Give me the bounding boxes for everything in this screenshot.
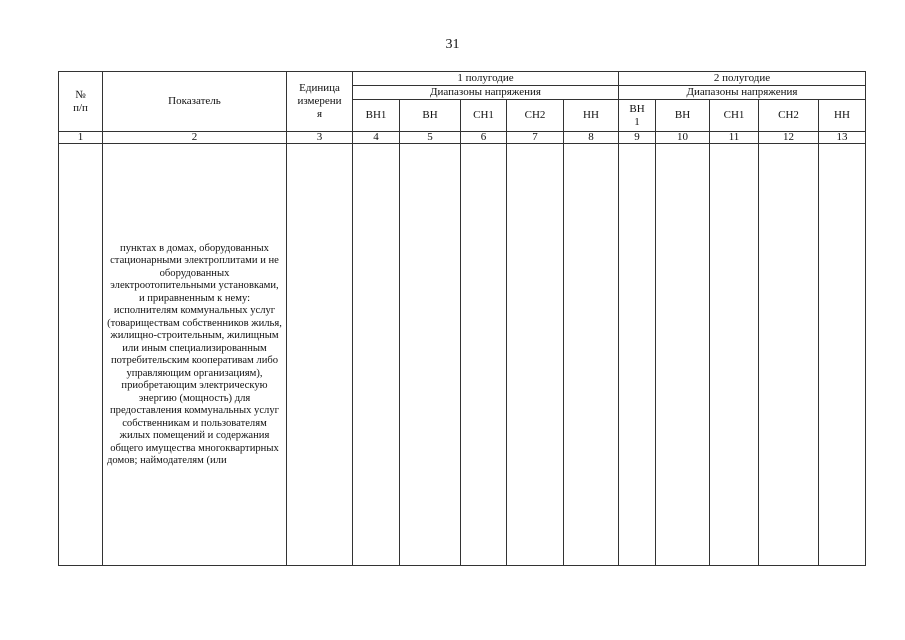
value-cell [819,144,866,566]
col-number: 3 [287,132,353,144]
header-voltage-1-vn1: ВН1 [353,100,400,132]
col-number: 2 [103,132,287,144]
col-number: 12 [759,132,819,144]
col-number: 5 [400,132,461,144]
header-col-unit: Единица измерени я [287,72,353,132]
header-voltage-1-sn1: СН1 [461,100,507,132]
header-voltage-2-vn1: ВН 1 [619,100,656,132]
col-number: 6 [461,132,507,144]
page-number: 31 [445,37,460,52]
row-num-cell [59,144,103,566]
header-col-indicator: Показатель [103,72,287,132]
value-cell [353,144,400,566]
header-voltage-2-sn1: СН1 [710,100,759,132]
value-cell [461,144,507,566]
tariff-table [58,71,866,566]
table-row [59,144,866,566]
header-voltage-2-vn: ВН [656,100,710,132]
col-number: 1 [59,132,103,144]
row-indicator-cell: пунктах в домах, оборудованных стационарными электроплитами и не оборудованных электроотопительными установками, и приравненным к нему: исполнителям коммунальных услуг (товариществам собственников жилья, жилищно-строительным, жилищным или иным специализированным потребительским кооперативам либо управляющим организациям), приобретающим электрическую энергию (мощность) для предоставления коммунальных услуг собственникам и пользователям жилых помещений и содержания общего имущества многоквартирных домов; наймодателям (или [103,144,287,566]
header-voltage-2-sn2: СН2 [759,100,819,132]
value-cell [507,144,564,566]
header-half-1: 1 полугодие [353,72,619,86]
col-number: 4 [353,132,400,144]
header-voltage-1-vn: ВН [400,100,461,132]
header-half-2: 2 полугодие [619,72,866,86]
value-cell [564,144,619,566]
col-number: 10 [656,132,710,144]
col-number: 8 [564,132,619,144]
header-voltage-2-nn: НН [819,100,866,132]
value-cell [400,144,461,566]
row-unit-cell [287,144,353,566]
col-number: 13 [819,132,866,144]
col-number: 7 [507,132,564,144]
header-voltage-1-nn: НН [564,100,619,132]
col-number: 11 [710,132,759,144]
header-col-num: № п/п [59,72,103,132]
header-voltage-1-sn2: СН2 [507,100,564,132]
col-number: 9 [619,132,656,144]
value-cell [656,144,710,566]
header-ranges-1: Диапазоны напряжения [353,86,619,100]
value-cell [619,144,656,566]
header-ranges-2: Диапазоны напряжения [619,86,866,100]
value-cell [759,144,819,566]
value-cell [710,144,759,566]
